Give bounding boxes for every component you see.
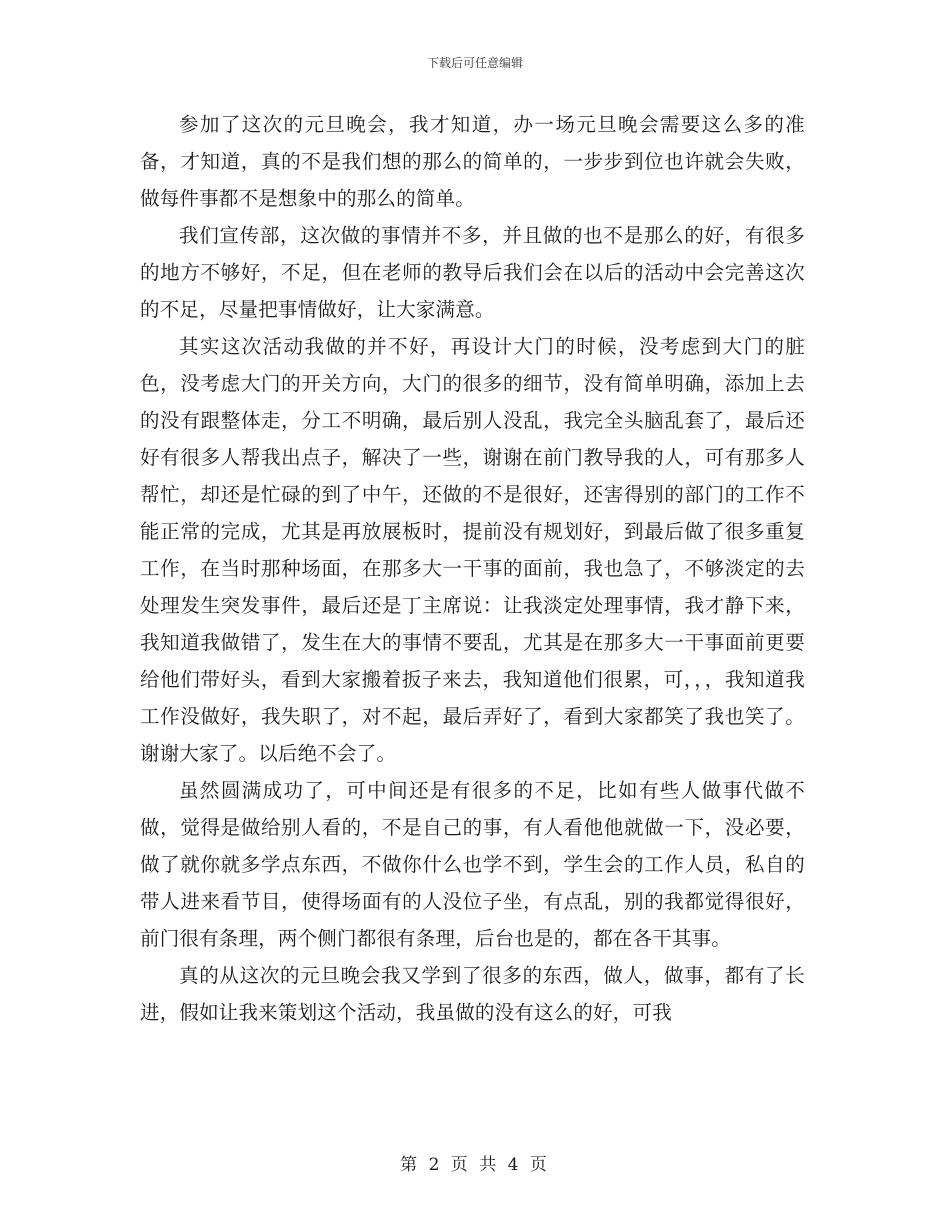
paragraph: 参加了这次的元旦晚会，我才知道，办一场元旦晚会需要这么多的准备，才知道，真的不是我们想的那么的简单的，一步步到位也许就会失败，做每件事都不是想象中的那么的简单。 xyxy=(140,113,805,210)
paragraph: 虽然圆满成功了，可中间还是有很多的不足，比如有些人做事代做不做，觉得是做给别人看的，不是自己的事，有人看他他就做一下，没必要，做了就你就多学点东西，不做你什么也学不到，学生会的工作人员，私自的带人进来看节目，使得场面有的人没位子坐，有点乱，别的我都觉得很好，前门很有条理，两个侧门都很有条理，后台也是的，都在各干其事。 xyxy=(140,779,805,950)
page-number-footer: 第 2 页 共 4 页 xyxy=(400,1155,550,1175)
document-body xyxy=(140,106,805,1031)
page-header: 下载后可任意编辑 xyxy=(426,56,523,70)
paragraph: 我们宣传部，这次做的事情并不多，并且做的也不是那么的好，有很多的地方不够好，不足，但在老师的教导后我们会在以后的活动中会完善这次的不足，尽量把事情做好，让大家满意。 xyxy=(140,224,805,321)
paragraph: 其实这次活动我做的并不好，再设计大门的时候，没考虑到大门的脏色，没考虑大门的开关方向，大门的很多的细节，没有简单明确，添加上去的没有跟整体走，分工不明确，最后别人没乱，我完全头脑乱套了，最后还好有很多人帮我出点子，解决了一些，谢谢在前门教导我的人，可有那多人帮忙，却还是忙碌的到了中午，还做的不是很好，还害得别的部门的工作不能正常的完成，尤其是再放展板时，提前没有规划好，到最后做了很多重复工作，在当时那种场面，在那多大一干事的面前，我也急了，不够淡定的去处理发生突发事件，最后还是丁主席说：让我淡定处理事情，我才静下来，我知道我做错了，发生在大的事情不要乱，尤其是在那多大一干事面前更要给他们带好头，看到大家搬着扳子来去，我知道他们很累，可，，，我知道我工作没做好，我失职了，对不起，最后弄好了，看到大家都笑了我也笑了。谢谢大家了。以后绝不会了。 xyxy=(140,335,805,765)
paragraph: 真的从这次的元旦晚会我又学到了很多的东西，做人，做事，都有了长进，假如让我来策划这个活动，我虽做的没有这么的好，可我 xyxy=(140,964,805,1024)
